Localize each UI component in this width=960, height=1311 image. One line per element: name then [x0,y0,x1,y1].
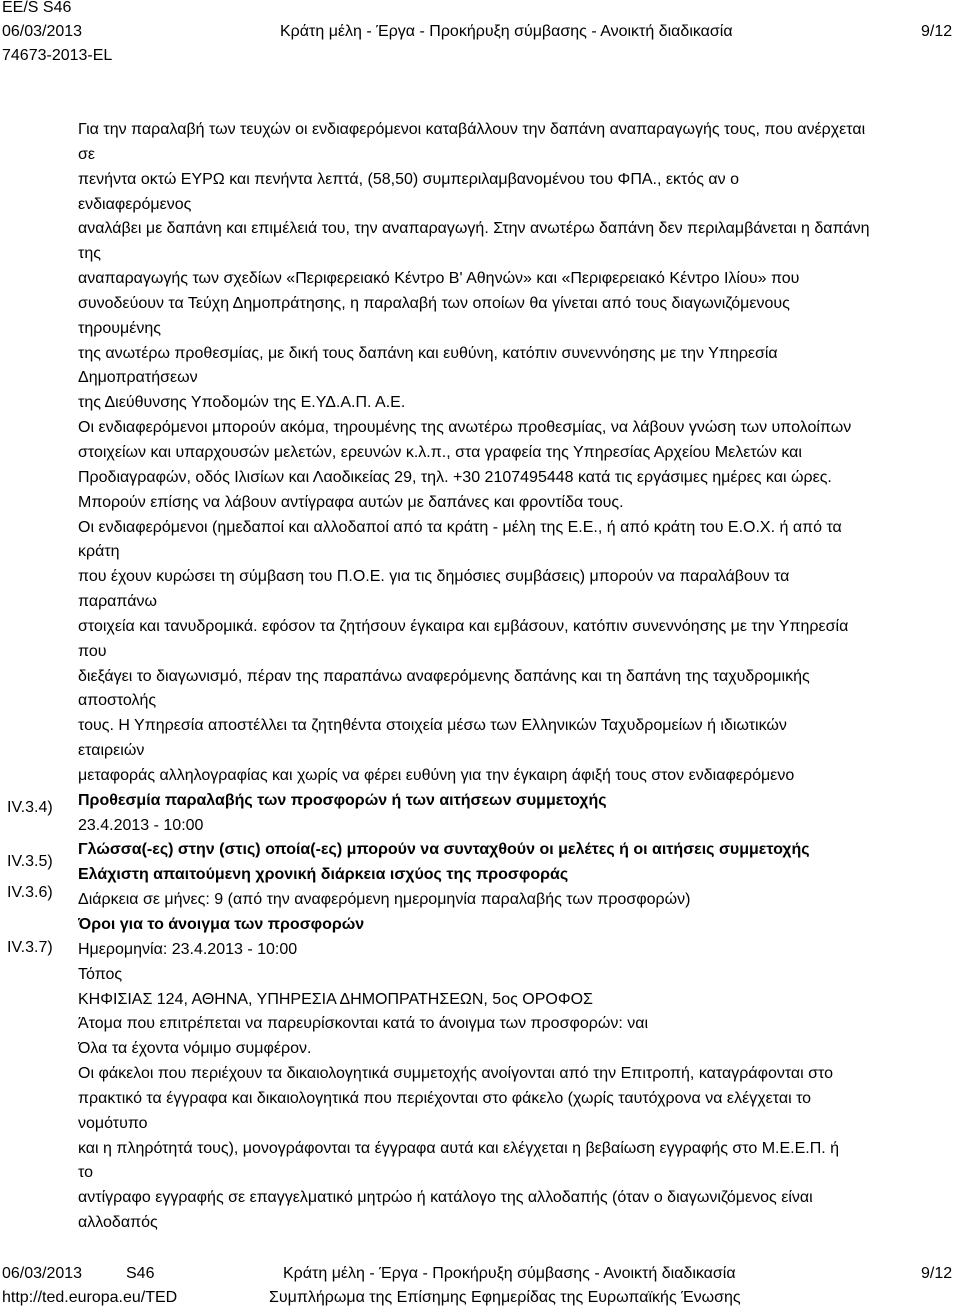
header-title: Κράτη μέλη - Έργα - Προκήρυξη σύμβασης - Ανοικτή διαδικασία [280,23,733,40]
header-date: 06/03/2013 [2,23,83,40]
text-line: πρακτικό τα έγγραφα και δικαιολογητικά που περιέχονται στο φάκελο (χωρίς ταυτόχρονα να ελέγχεται το [78,1089,812,1107]
text-line: της ανωτέρω προθεσμίας, με δική τους δαπάνη και ευθύνη, κατόπιν συνεννόησης με την Υπηρεσία [78,344,778,362]
text-line: Μπορούν επίσης να λάβουν αντίγραφα αυτών με δαπάνες και φροντίδα τους. [78,493,624,511]
text-line: νομότυπο [78,1114,148,1132]
text-line: αποστολής [78,692,157,710]
text-line: ενδιαφερόμενος [78,195,192,213]
text-line: παραπάνω [78,593,157,611]
footer-title: Κράτη μέλη - Έργα - Προκήρυξη σύμβασης - Ανοικτή διαδικασία [283,1265,736,1282]
text-line: Προδιαγραφών, οδός Ιλισίων και Λαοδικείας 29, τηλ. +30 2107495448 κατά τις εργάσιμες ημέρες και ώρες. [78,468,832,486]
text-line: Για την παραλαβή των τευχών οι ενδιαφερόμενοι καταβάλλουν την δαπάνη αναπαραγωγής τους, που ανέρχεται [78,121,866,138]
text-line: αλλοδαπός [78,1214,158,1232]
header-page-number: 9/12 [921,23,953,40]
text-line: Διάρκεια σε μήνες: 9 (από την αναφερόμενη ημερομηνία παραλαβής των προσφορών) [78,891,691,909]
text-line: της Διεύθυνσης Υποδομών της Ε.ΥΔ.Α.Π. Α.Ε. [78,394,406,412]
footer-code: S46 [126,1265,155,1282]
document-body [78,118,944,1236]
text-line: Οι ενδιαφερόμενοι (ημεδαποί και αλλοδαποί από τα κράτη - μέλη της Ε.Ε., ή από κράτη του Ε.Ο.Χ. ή από τα [78,518,842,536]
section-heading: Προθεσμία παραλαβής των προσφορών ή των αιτήσεων συμμετοχής [78,791,607,809]
text-line: διεξάγει το διαγωνισμό, πέραν της παραπάνω αναφερόμενης δαπάνης και τη δαπάνη της ταχυδρομικής [78,667,810,685]
section-heading: Γλώσσα(-ες) στην (στις) οποία(-ες) μπορούν να συνταχθούν οι μελέτες ή οι αιτήσεις συμμετοχής [78,841,810,859]
footer-date: 06/03/2013 [2,1265,83,1282]
header-notice-id: 74673-2013-EL [2,47,113,64]
text-line: που [78,642,107,660]
text-line: Όλα τα έχοντα νόμιμο συμφέρον. [78,1040,312,1058]
text-line: που έχουν κυρώσει τη σύμβαση του Π.Ο.Ε. για τις δημόσιες συμβάσεις) μπορούν να παραλάβουν τα [78,568,790,586]
text-line: κράτη [78,543,120,561]
text-line: 23.4.2013 - 10:00 [78,816,204,834]
text-line: εταιρειών [78,742,145,760]
text-line: τους. Η Υπηρεσία αποστέλλει τα ζητηθέντα στοιχεία μέσω των Ελληνικών Ταχυδρομείων ή ιδιωτικών [78,717,787,735]
text-line: τηρουμένης [78,319,161,337]
text-line: το [78,1164,93,1182]
footer-page-number: 9/12 [921,1265,953,1282]
text-line: Οι ενδιαφερόμενοι μπορούν ακόμα, τηρουμένης της ανωτέρω προθεσμίας, να λάβουν γνώση των υπολοίπων [78,419,852,437]
section-number-iv-3-7: IV.3.7) [7,939,53,956]
text-line: αντίγραφο εγγραφής σε επαγγελματικό μητρώο ή κατάλογο της αλλοδαπής (όταν ο διαγωνιζόμενος είναι [78,1189,813,1207]
footer-publication: Συμπλήρωμα της Επίσημης Εφημερίδας της Ευρωπαϊκής Ένωσης [269,1289,741,1306]
text-line: μεταφοράς αλληλογραφίας και χωρίς να φέρει ευθύνη για την έγκαιρη άφιξή τους στον ενδιαφερόμενο [78,766,795,784]
text-line: και η πληρότητά τους), μονογράφονται τα έγγραφα αυτά και ελέγχεται η βεβαίωση εγγραφής στο Μ.Ε.Ε.Π. ή [78,1139,840,1157]
section-number-iv-3-6: IV.3.6) [7,884,53,901]
text-line: Ημερομηνία: 23.4.2013 - 10:00 [78,940,298,958]
text-line: της [78,245,101,263]
text-line: στοιχεία και τανυδρομικά. εφόσον τα ζητήσουν έγκαιρα και εμβάσουν, κατόπιν συνεννόησης με την Υπηρεσία [78,617,849,635]
text-line: Τόπος [78,965,123,983]
section-heading: Ελάχιστη απαιτούμενη χρονική διάρκεια ισχύος της προσφοράς [78,866,569,884]
text-line: συνοδεύουν τα Τεύχη Δημοπράτησης, η παραλαβή των οποίων θα γίνεται από τους διαγωνιζόμενους [78,294,790,312]
text-line: στοιχείων και υπαρχουσών μελετών, ερευνών κ.λ.π., στα γραφεία της Υπηρεσίας Αρχείου Μελετών και [78,443,802,461]
text-line: ΚΗΦΙΣΙΑΣ 124, ΑΘΗΝΑ, ΥΠΗΡΕΣΙΑ ΔΗΜΟΠΡΑΤΗΣΕΩΝ, 5ος ΟΡΟΦΟΣ [78,990,593,1008]
text-line: αναλάβει με δαπάνη και επιμέλειά του, την αναπαραγωγή. Στην ανωτέρω δαπάνη δεν περιλαμβάνεται η δαπάνη [78,220,870,238]
text-line: σε [78,145,96,163]
section-number-iv-3-4: IV.3.4) [7,799,53,816]
text-line: Οι φάκελοι που περιέχουν τα δικαιολογητικά συμμετοχής ανοίγονται από την Επιτροπή, καταγράφονται στο [78,1065,834,1083]
header-edition: EE/S S46 [2,0,72,16]
section-heading: Όροι για το άνοιγμα των προσφορών [78,916,365,933]
footer-url: http://ted.europa.eu/TED [2,1289,178,1306]
section-number-iv-3-5: IV.3.5) [7,853,53,870]
text-line: Άτομα που επιτρέπεται να παρευρίσκονται κατά το άνοιγμα των προσφορών: ναι [78,1015,649,1033]
text-line: Δημοπρατήσεων [78,369,198,387]
text-line: πενήντα οκτώ ΕΥΡΩ και πενήντα λεπτά, (58,50) συμπεριλαμβανομένου του ΦΠΑ., εκτός αν ο [78,170,739,188]
text-line: αναπαραγωγής των σχεδίων «Περιφερειακό Κέντρο Β' Αθηνών» και «Περιφερειακό Κέντρο Ιλίου» που [78,270,800,288]
page-header [0,0,960,76]
